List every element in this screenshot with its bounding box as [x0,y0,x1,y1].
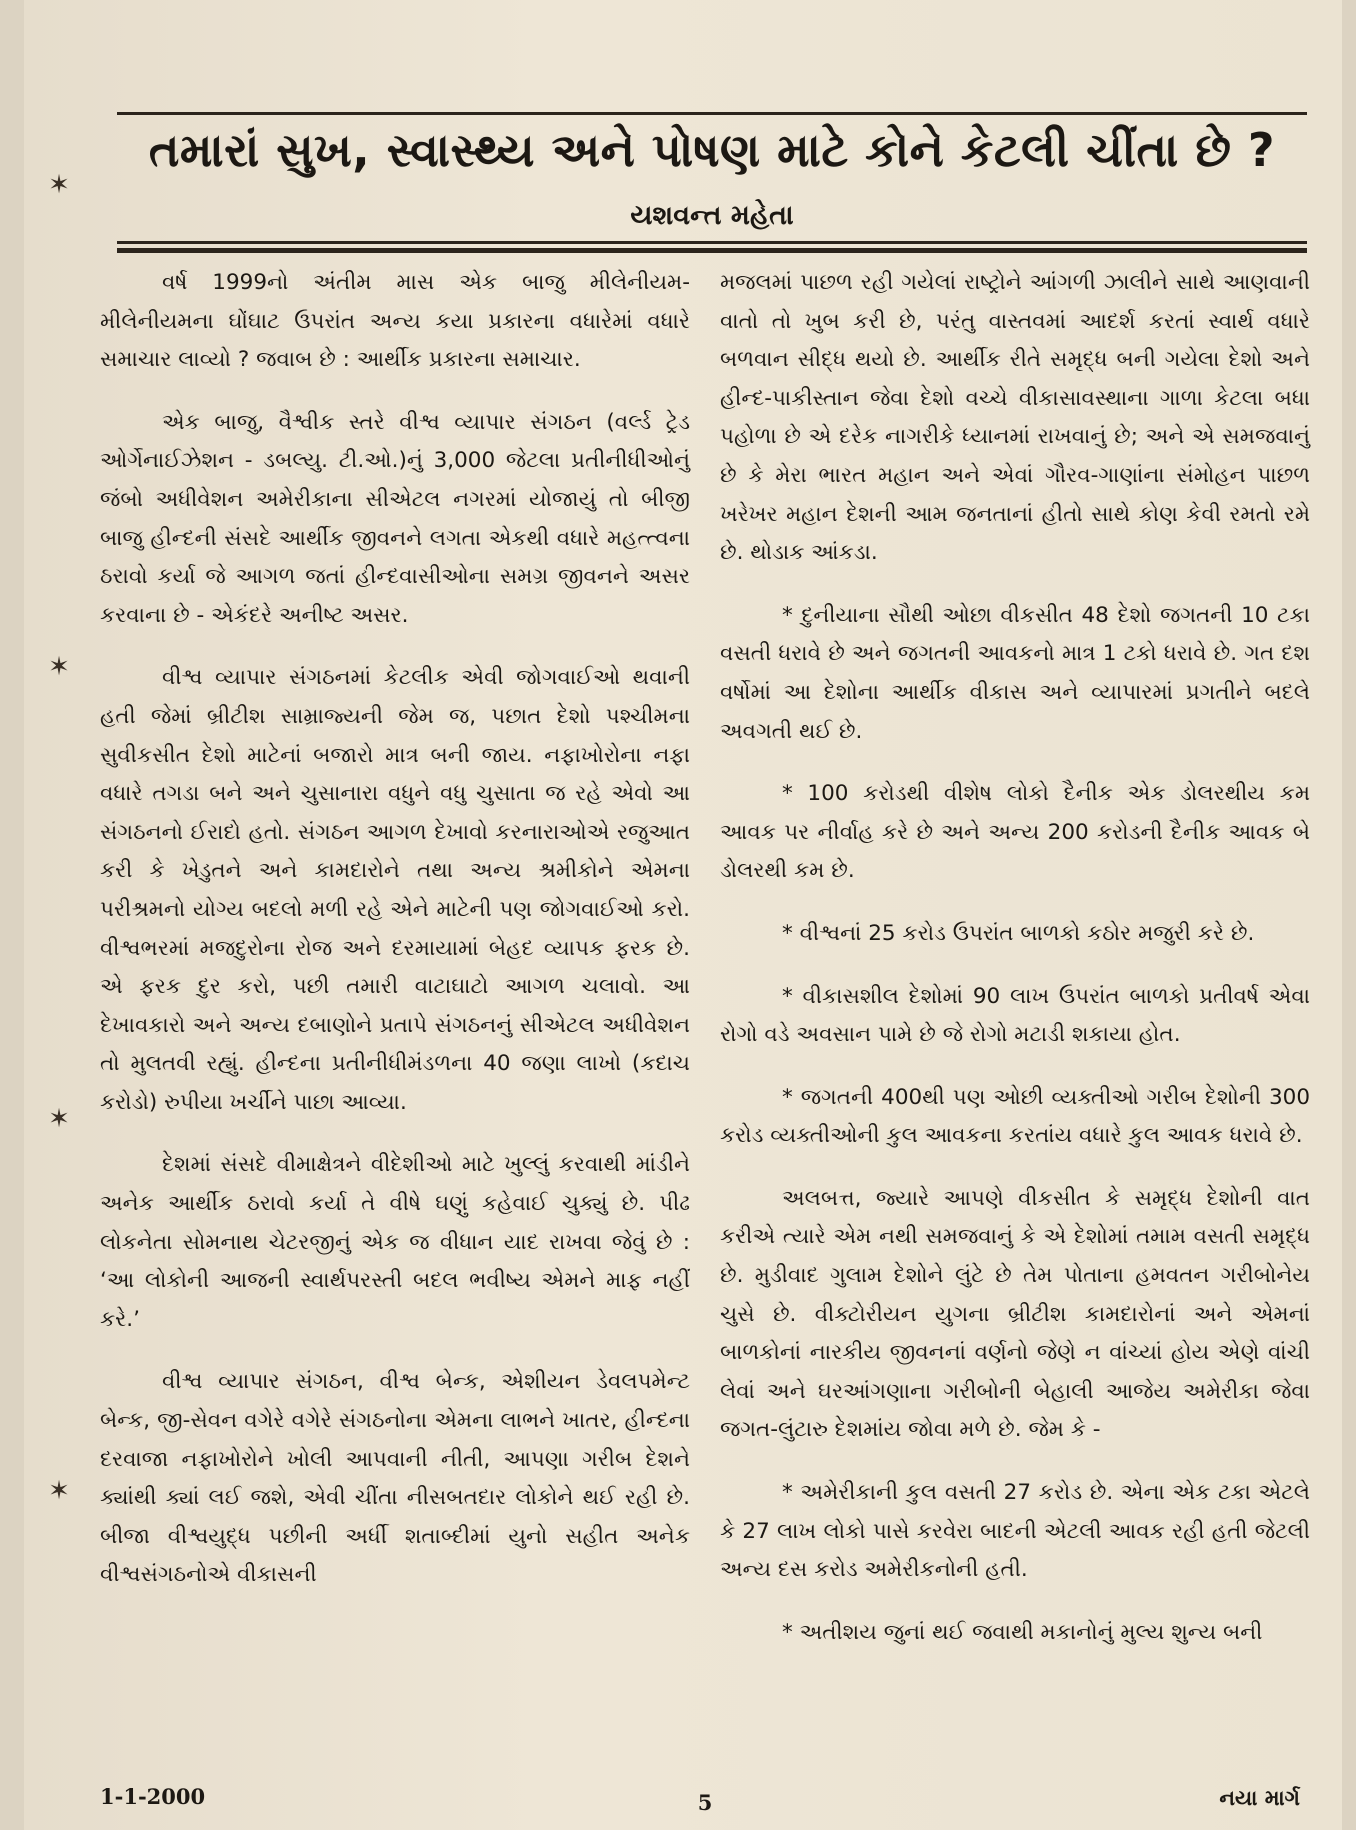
header-rule [117,241,1307,244]
header-rule-thick [117,248,1307,253]
page-footer [100,1784,1310,1824]
paragraph: મજલમાં પાછળ રહી ગયેલાં રાષ્ટ્રોને આંગળી ઝાલીને સાથે આણવાની વાતો તો ખુબ કરી છે, પરંતુ વાસ્તવમાં આદર્શ કરતાં સ્વાર્થ વધારે બળવાન સીદ્ધ થયો છે. આર્થીક રીતે સમૃદ્ધ બની ગયેલા દેશો અને હીન્દ-પાકીસ્તાન જેવા દેશો વચ્ચે વીકાસાવસ્થાના ગાળા કેટલા બધા પહોળા છે એ દરેક નાગરીકે ધ્યાનમાં રાખવાનું છે; અને એ સમજવાનું છે કે મેરા ભારત મહાન અને એવાં ગૌરવ-ગાણાંના સંમોહન પાછળ ખરેખર મહાન દેશની આમ જનતાનાં હીતો સાથે કોણ કેવી રમતો રમે છે. થોડાક આંકડા. [720,270,1310,566]
paragraph: એક બાજુ, વૈશ્વીક સ્તરે વીશ્વ વ્યાપાર સંગઠન (વર્લ્ડ ટ્રેડ ઓર્ગેનાઈઝેશન - ડબલ્યુ. ટી.ઓ.)નું 3,000 જેટલા પ્રતીનીધીઓનું જંબો અધીવેશન અમેરીકાના સીએટલ નગરમાં યોજાયું તો બીજી બાજુ હીન્દની સંસદે આર્થીક જીવનને લગતા એકથી વધારે મહત્ત્વના ઠરાવો કર્યા જે આગળ જતાં હીન્દવાસીઓના સમગ્ર જીવનને અસર કરવાના છે - એકંદરે અનીષ્ટ અસર. [100,409,690,628]
binding-hole-mark: ✶ [48,1104,70,1134]
bullet-paragraph: * અમેરીકાની કુલ વસતી 27 કરોડ છે. એના એક ટકા એટલે કે 27 લાખ લોકો પાસે કરવેરા બાદની એટલી આવક રહી હતી જેટલી અન્ય દસ કરોડ અમેરીકનોની હતી. [720,1480,1310,1583]
magazine-name: નયા માર્ગ [1219,1786,1300,1810]
paragraph: અલબત્ત, જ્યારે આપણે વીકસીત કે સમૃદ્ધ દેશોની વાત કરીએ ત્યારે એમ નથી સમજવાનું કે એ દેશોમાં તમામ વસતી સમૃદ્ધ છે. મુડીવાદ ગુલામ દેશોને લુંટે છે તેમ પોતાના હમવતન ગરીબોનેય ચુસે છે. વીક્ટોરીયન યુગના બ્રીટીશ કામદારોનાં અને એમનાં બાળકોનાં નારકીય જીવનનાં વર્ણનો જેણે ન વાંચ્યાં હોય એણે વાંચી લેવાં અને ઘરઆંગણાના ગરીબોની બેહાલી આજેય અમેરીકા જેવા જગત-લુંટારુ દેશમાંય જોવા મળે છે. જેમ કે - [720,1185,1310,1443]
article-title: તમારાં સુખ, સ્વાસ્થ્ય અને પોષણ માટે કોને કેટલી ચીંતા છે ? [148,123,1276,177]
paragraph: વીશ્વ વ્યાપાર સંગઠન, વીશ્વ બેન્ક, એશીયન ડેવલપમેન્ટ બેન્ક, જી-સેવન વગેરે વગેરે સંગઠનોના એમના લાભને ખાતર, હીન્દના દરવાજા નફાખોરોને ખોલી આપવાની નીતી, આપણા ગરીબ દેશને ક્યાંથી ક્યાં લઈ જશે, એવી ચીંતા નીસબતદાર લોકોને થઈ રહી છે. બીજા વીશ્વયુદ્ધ પછીની અર્ધી શતાબ્દીમાં યુનો સહીત અનેક વીશ્વસંગઠનોએ વીકાસની [100,1369,690,1588]
bullet-paragraph: * વીશ્વનાં 25 કરોડ ઉપરાંત બાળકો કઠોર મજુરી કરે છે. [782,920,1255,946]
bullet-paragraph: * અતીશય જુનાં થઈ જવાથી મકાનોનું મુલ્ય શુન્ય બની [782,1619,1263,1645]
paragraph: વર્ષ 1999નો અંતીમ માસ એક બાજુ મીલેનીયમ-મીલેનીયમના ઘોંઘાટ ઉપરાંત અન્ય કયા પ્રકારના વધારેમાં વધારે સમાચાર લાવ્યો ? જવાબ છે : આર્થીક પ્રકારના સમાચાર. [100,270,690,373]
issue-date: 1-1-2000 [100,1784,206,1809]
binding-hole-mark: ✶ [48,652,70,682]
left-column [100,264,690,1619]
paragraph: દેશમાં સંસદે વીમાક્ષેત્રને વીદેશીઓ માટે ખુલ્લું કરવાથી માંડીને અનેક આર્થીક ઠરાવો કર્યા તે વીષે ઘણું કહેવાઈ ચુક્યું છે. પીઢ લોકનેતા સોમનાથ ચેટરજીનું એક જ વીધાન યાદ રાખવા જેવું છે : ‘આ લોકોની આજની સ્વાર્થપરસ્તી બદલ ભવીષ્ય એમને માફ નહીં કરે.’ [100,1152,690,1332]
binding-hole-mark: ✶ [48,1476,70,1506]
bullet-paragraph: * વીકાસશીલ દેશોમાં 90 લાખ ઉપરાંત બાળકો પ્રતીવર્ષ એવા રોગો વડે અવસાન પામે છે જે રોગો મટાડી શકાયા હોત. [720,983,1310,1048]
bullet-paragraph: * જગતની 400થી પણ ઓછી વ્યક્તીઓ ગરીબ દેશોની 300 કરોડ વ્યક્તીઓની કુલ આવકના કરતાંય વધારે કુલ આવક ધરાવે છે. [720,1084,1310,1149]
bullet-paragraph: * 100 કરોડથી વીશેષ લોકો દૈનીક એક ડોલરથીય કમ આવક પર નીર્વાહ કરે છે અને અન્ય 200 કરોડની દૈનીક આવક બે ડોલરથી કમ છે. [720,781,1310,884]
paragraph: વીશ્વ વ્યાપાર સંગઠનમાં કેટલીક એવી જોગવાઈઓ થવાની હતી જેમાં બ્રીટીશ સામ્રાજ્યની જેમ જ, પછાત દેશો પશ્ચીમના સુવીકસીત દેશો માટેનાં બજારો માત્ર બની જાય. નફાખોરોના નફા વધારે તગડા બને અને ચુસાનારા વધુને વધુ ચુસાતા જ રહે એવો આ સંગઠનનો ઈરાદો હતો. સંગઠન આગળ દેખાવો કરનારાઓએ રજુઆત કરી કે ખેડુતને અને કામદારોને તથા અન્ય શ્રમીકોને એમના પરીશ્રમનો યોગ્ય બદલો મળી રહે એને માટેની પણ જોગવાઈઓ કરો. વીશ્વભરમાં મજદુરોના રોજ અને દરમાયામાં બેહદ વ્યાપક ફરક છે. એ ફરક દુર કરો, પછી તમારી વાટાઘાટો આગળ ચલાવો. આ દેખાવકારો અને અન્ય દબાણોને પ્રતાપે સંગઠનનું સીએટલ અધીવેશન તો મુલતવી રહ્યું. હીન્દના પ્રતીનીધીમંડળના 40 જણા લાખો (કદાચ કરોડો) રુપીયા ખર્ચીને પાછા આવ્યા. [100,665,690,1115]
title-top-rule [117,112,1307,115]
binding-hole-mark: ✶ [48,170,70,200]
article-author: યશવન્ત મહેતા [630,200,794,231]
right-column [720,264,1310,1676]
page-number: 5 [697,1790,713,1815]
bullet-paragraph: * દુનીયાના સૌથી ઓછા વીકસીત 48 દેશો જગતની 10 ટકા વસતી ધરાવે છે અને જગતની આવકનો માત્ર 1 ટકો ધરાવે છે. ગત દશ વર્ષોમાં આ દેશોના આર્થીક વીકાસ અને વ્યાપારમાં પ્રગતીને બદલે અવગતી થઈ છે. [720,602,1310,744]
